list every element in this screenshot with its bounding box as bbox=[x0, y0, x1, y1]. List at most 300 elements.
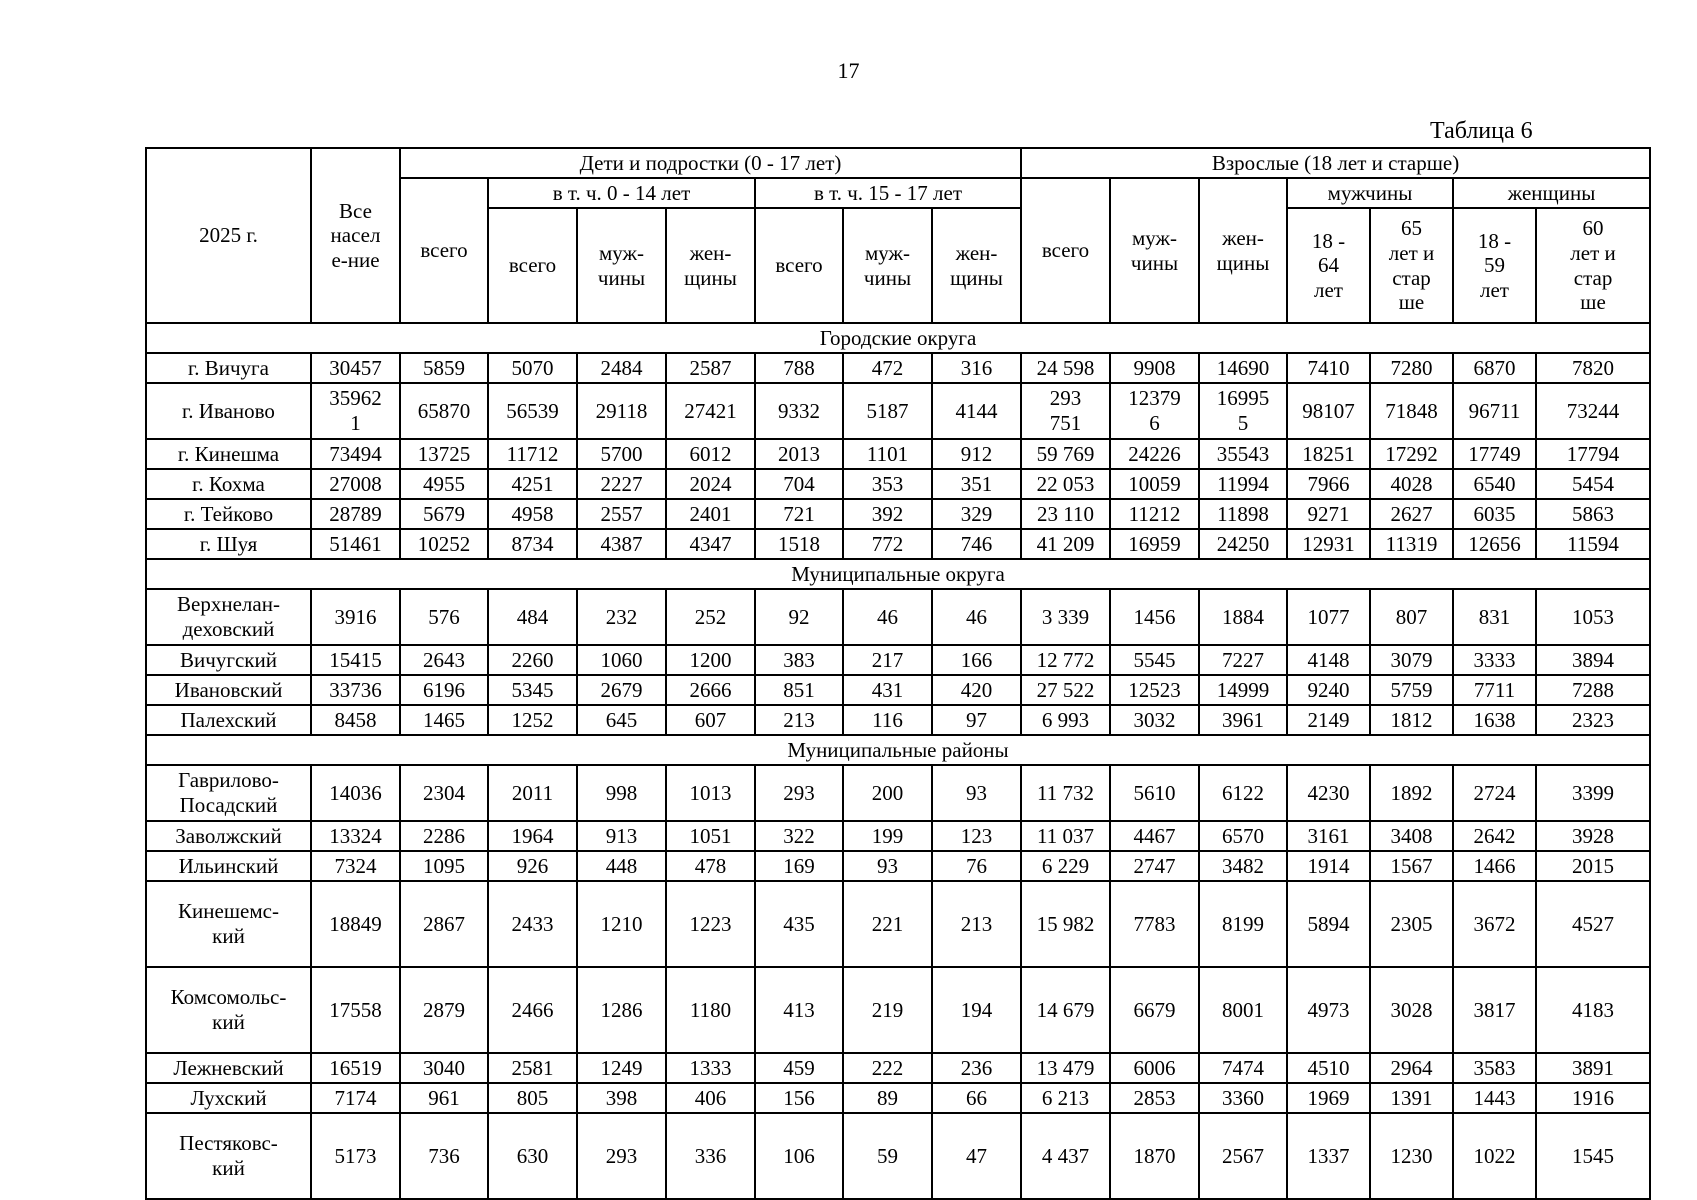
value-cell: 2260 bbox=[488, 645, 577, 675]
value-cell bbox=[311, 383, 400, 439]
value-cell: 431 bbox=[843, 675, 932, 705]
value-cell: 8001 bbox=[1199, 967, 1287, 1053]
value-cell: 213 bbox=[932, 881, 1021, 967]
value-cell: 5894 bbox=[1287, 881, 1370, 967]
header-women-group: женщины bbox=[1453, 178, 1650, 208]
value-cell bbox=[1110, 383, 1199, 439]
value-cell: 98107 bbox=[1287, 383, 1370, 439]
value-cell: 5759 bbox=[1370, 675, 1453, 705]
value-cell: 912 bbox=[932, 439, 1021, 469]
value-cell: 8199 bbox=[1199, 881, 1287, 967]
text-line: чины bbox=[1130, 250, 1179, 275]
value-cell: 6035 bbox=[1453, 499, 1536, 529]
value-cell: 4387 bbox=[577, 529, 666, 559]
table-row bbox=[146, 529, 1650, 559]
value-cell: 166 bbox=[932, 645, 1021, 675]
value-cell: 6540 bbox=[1453, 469, 1536, 499]
value-cell: 76 bbox=[932, 851, 1021, 881]
value-cell: 607 bbox=[666, 705, 755, 735]
value-cell: 1884 bbox=[1199, 589, 1287, 645]
value-cell: 3 339 bbox=[1021, 589, 1110, 645]
value-cell: 15 982 bbox=[1021, 881, 1110, 967]
table-row bbox=[146, 821, 1650, 851]
value-cell: 293 bbox=[577, 1113, 666, 1199]
value-cell: 252 bbox=[666, 589, 755, 645]
value-cell: 5345 bbox=[488, 675, 577, 705]
value-cell: 576 bbox=[400, 589, 488, 645]
value-cell: 1022 bbox=[1453, 1113, 1536, 1199]
value-cell: 10252 bbox=[400, 529, 488, 559]
row-name: г. Кинешма bbox=[146, 439, 311, 469]
value-cell: 16519 bbox=[311, 1053, 400, 1083]
text-line: 60 bbox=[1582, 216, 1604, 241]
header-children-group: Дети и подростки (0 - 17 лет) bbox=[400, 148, 1021, 178]
value-cell: 913 bbox=[577, 821, 666, 851]
value-cell: 12523 bbox=[1110, 675, 1199, 705]
header-women-60-plus bbox=[1536, 208, 1650, 323]
text-line: Посадский bbox=[179, 793, 278, 817]
value-cell: 9240 bbox=[1287, 675, 1370, 705]
value-cell: 2013 bbox=[755, 439, 843, 469]
value-cell: 7288 bbox=[1536, 675, 1650, 705]
header-men-18-64 bbox=[1287, 208, 1370, 323]
value-cell: 2557 bbox=[577, 499, 666, 529]
value-cell: 3817 bbox=[1453, 967, 1536, 1053]
value-cell: 3360 bbox=[1199, 1083, 1287, 1113]
row-name bbox=[146, 967, 311, 1053]
row-name: Заволжский bbox=[146, 821, 311, 851]
value-cell: 3333 bbox=[1453, 645, 1536, 675]
header-year: 2025 г. bbox=[146, 148, 311, 323]
value-cell: 2853 bbox=[1110, 1083, 1199, 1113]
value-cell: 2867 bbox=[400, 881, 488, 967]
value-cell: 2286 bbox=[400, 821, 488, 851]
text-line: чины bbox=[597, 265, 646, 290]
value-cell: 7227 bbox=[1199, 645, 1287, 675]
value-cell: 16959 bbox=[1110, 529, 1199, 559]
value-cell: 6 229 bbox=[1021, 851, 1110, 881]
value-cell: 1518 bbox=[755, 529, 843, 559]
value-cell bbox=[1021, 383, 1110, 439]
text-line: жен- bbox=[955, 240, 998, 265]
value-cell: 17292 bbox=[1370, 439, 1453, 469]
value-cell: 41 209 bbox=[1021, 529, 1110, 559]
value-cell: 11594 bbox=[1536, 529, 1650, 559]
value-cell: 6870 bbox=[1453, 353, 1536, 383]
row-name: г. Кохма bbox=[146, 469, 311, 499]
value-cell: 3583 bbox=[1453, 1053, 1536, 1083]
table-row bbox=[146, 675, 1650, 705]
value-cell: 2724 bbox=[1453, 765, 1536, 821]
value-cell: 27421 bbox=[666, 383, 755, 439]
value-cell: 27 522 bbox=[1021, 675, 1110, 705]
value-cell: 24 598 bbox=[1021, 353, 1110, 383]
table-row bbox=[146, 881, 1650, 967]
value-cell: 4144 bbox=[932, 383, 1021, 439]
value-cell: 1249 bbox=[577, 1053, 666, 1083]
value-cell: 4955 bbox=[400, 469, 488, 499]
table-row bbox=[146, 705, 1650, 735]
value-cell: 3894 bbox=[1536, 645, 1650, 675]
value-cell: 6006 bbox=[1110, 1053, 1199, 1083]
value-cell: 6196 bbox=[400, 675, 488, 705]
header-men-group: мужчины bbox=[1287, 178, 1453, 208]
value-cell: 1466 bbox=[1453, 851, 1536, 881]
value-cell: 11898 bbox=[1199, 499, 1287, 529]
value-cell: 2679 bbox=[577, 675, 666, 705]
value-cell: 1180 bbox=[666, 967, 755, 1053]
value-cell: 156 bbox=[755, 1083, 843, 1113]
value-cell: 2879 bbox=[400, 967, 488, 1053]
text-line: муж- bbox=[1131, 225, 1177, 250]
row-name: Ивановский bbox=[146, 675, 311, 705]
value-cell: 3040 bbox=[400, 1053, 488, 1083]
value-cell: 18251 bbox=[1287, 439, 1370, 469]
text-line: щины bbox=[1216, 250, 1270, 275]
value-cell: 1465 bbox=[400, 705, 488, 735]
value-cell: 30457 bbox=[311, 353, 400, 383]
value-cell: 123 bbox=[932, 821, 1021, 851]
value-cell: 721 bbox=[755, 499, 843, 529]
value-cell: 12 772 bbox=[1021, 645, 1110, 675]
value-cell: 13324 bbox=[311, 821, 400, 851]
header-0-14-total: всего bbox=[488, 208, 577, 323]
table-row bbox=[146, 589, 1650, 645]
text-line: щины bbox=[950, 265, 1003, 290]
value-cell: 11 732 bbox=[1021, 765, 1110, 821]
value-cell: 1210 bbox=[577, 881, 666, 967]
text-line: Гаврилово- bbox=[178, 768, 279, 793]
value-cell: 831 bbox=[1453, 589, 1536, 645]
value-cell: 56539 bbox=[488, 383, 577, 439]
row-name: Ильинский bbox=[146, 851, 311, 881]
value-cell: 2015 bbox=[1536, 851, 1650, 881]
value-cell: 316 bbox=[932, 353, 1021, 383]
value-cell: 236 bbox=[932, 1053, 1021, 1083]
value-cell: 7324 bbox=[311, 851, 400, 881]
value-cell: 3408 bbox=[1370, 821, 1453, 851]
value-cell: 17749 bbox=[1453, 439, 1536, 469]
value-cell: 1333 bbox=[666, 1053, 755, 1083]
row-name: г. Вичуга bbox=[146, 353, 311, 383]
value-cell: 2627 bbox=[1370, 499, 1453, 529]
value-cell: 2149 bbox=[1287, 705, 1370, 735]
value-cell: 1200 bbox=[666, 645, 755, 675]
value-cell: 29118 bbox=[577, 383, 666, 439]
table-label: Таблица 6 bbox=[1430, 118, 1533, 144]
value-cell: 1286 bbox=[577, 967, 666, 1053]
value-cell: 2643 bbox=[400, 645, 488, 675]
value-cell: 9332 bbox=[755, 383, 843, 439]
value-cell: 2011 bbox=[488, 765, 577, 821]
text-line: 16995 bbox=[1216, 386, 1270, 411]
value-cell: 336 bbox=[666, 1113, 755, 1199]
text-line: лет bbox=[1480, 277, 1509, 302]
value-cell: 73244 bbox=[1536, 383, 1650, 439]
value-cell: 6679 bbox=[1110, 967, 1199, 1053]
value-cell: 2581 bbox=[488, 1053, 577, 1083]
value-cell: 27008 bbox=[311, 469, 400, 499]
value-cell: 2666 bbox=[666, 675, 755, 705]
value-cell: 926 bbox=[488, 851, 577, 881]
value-cell: 5454 bbox=[1536, 469, 1650, 499]
value-cell: 7474 bbox=[1199, 1053, 1287, 1083]
value-cell: 93 bbox=[932, 765, 1021, 821]
text-line: е-ние bbox=[331, 247, 380, 272]
value-cell: 459 bbox=[755, 1053, 843, 1083]
text-line: 64 bbox=[1318, 253, 1339, 278]
value-cell: 353 bbox=[843, 469, 932, 499]
value-cell: 4251 bbox=[488, 469, 577, 499]
value-cell: 6012 bbox=[666, 439, 755, 469]
value-cell: 5610 bbox=[1110, 765, 1199, 821]
text-line: 293 bbox=[1049, 386, 1082, 411]
value-cell: 1914 bbox=[1287, 851, 1370, 881]
value-cell: 7783 bbox=[1110, 881, 1199, 967]
value-cell: 97 bbox=[932, 705, 1021, 735]
section-row bbox=[146, 323, 1650, 353]
header-age-0-14: в т. ч. 0 - 14 лет bbox=[488, 178, 755, 208]
value-cell: 4028 bbox=[1370, 469, 1453, 499]
text-line: насел bbox=[330, 223, 381, 248]
value-cell: 66 bbox=[932, 1083, 1021, 1113]
value-cell: 1812 bbox=[1370, 705, 1453, 735]
value-cell: 2024 bbox=[666, 469, 755, 499]
value-cell: 1545 bbox=[1536, 1113, 1650, 1199]
value-cell: 4 437 bbox=[1021, 1113, 1110, 1199]
text-line: 5 bbox=[1237, 411, 1249, 435]
value-cell: 1051 bbox=[666, 821, 755, 851]
value-cell: 46 bbox=[932, 589, 1021, 645]
value-cell: 15415 bbox=[311, 645, 400, 675]
value-cell: 420 bbox=[932, 675, 1021, 705]
value-cell: 1252 bbox=[488, 705, 577, 735]
value-cell: 2401 bbox=[666, 499, 755, 529]
value-cell: 2964 bbox=[1370, 1053, 1453, 1083]
text-line: кий bbox=[212, 924, 245, 948]
value-cell: 24226 bbox=[1110, 439, 1199, 469]
text-line: ше bbox=[1398, 290, 1425, 315]
value-cell: 4958 bbox=[488, 499, 577, 529]
text-line: кий bbox=[212, 1010, 245, 1034]
value-cell: 1391 bbox=[1370, 1083, 1453, 1113]
text-line: 35962 bbox=[329, 386, 382, 411]
value-cell: 232 bbox=[577, 589, 666, 645]
value-cell: 5070 bbox=[488, 353, 577, 383]
row-name: Лежневский bbox=[146, 1053, 311, 1083]
value-cell: 1095 bbox=[400, 851, 488, 881]
value-cell: 1916 bbox=[1536, 1083, 1650, 1113]
value-cell: 2433 bbox=[488, 881, 577, 967]
text-line: ше bbox=[1580, 290, 1606, 315]
table-header bbox=[146, 148, 1650, 323]
value-cell: 22 053 bbox=[1021, 469, 1110, 499]
value-cell: 17794 bbox=[1536, 439, 1650, 469]
value-cell: 28789 bbox=[311, 499, 400, 529]
value-cell: 13 479 bbox=[1021, 1053, 1110, 1083]
value-cell: 14036 bbox=[311, 765, 400, 821]
text-line: стар bbox=[1573, 265, 1613, 290]
value-cell: 851 bbox=[755, 675, 843, 705]
value-cell: 65870 bbox=[400, 383, 488, 439]
value-cell: 329 bbox=[932, 499, 1021, 529]
value-cell: 1456 bbox=[1110, 589, 1199, 645]
value-cell: 11 037 bbox=[1021, 821, 1110, 851]
value-cell: 5173 bbox=[311, 1113, 400, 1199]
value-cell: 213 bbox=[755, 705, 843, 735]
value-cell: 71848 bbox=[1370, 383, 1453, 439]
header-0-14-men bbox=[577, 208, 666, 323]
value-cell: 6122 bbox=[1199, 765, 1287, 821]
population-table bbox=[145, 147, 1651, 1200]
header-adults-group: Взрослые (18 лет и старше) bbox=[1021, 148, 1650, 178]
value-cell: 221 bbox=[843, 881, 932, 967]
header-15-17-women bbox=[932, 208, 1021, 323]
value-cell: 35543 bbox=[1199, 439, 1287, 469]
value-cell: 7966 bbox=[1287, 469, 1370, 499]
value-cell: 14690 bbox=[1199, 353, 1287, 383]
value-cell: 392 bbox=[843, 499, 932, 529]
value-cell: 2642 bbox=[1453, 821, 1536, 851]
value-cell: 5700 bbox=[577, 439, 666, 469]
value-cell: 3961 bbox=[1199, 705, 1287, 735]
table-row bbox=[146, 469, 1650, 499]
header-men-65-plus bbox=[1370, 208, 1453, 323]
value-cell: 4510 bbox=[1287, 1053, 1370, 1083]
table-row bbox=[146, 439, 1650, 469]
value-cell: 472 bbox=[843, 353, 932, 383]
value-cell: 1870 bbox=[1110, 1113, 1199, 1199]
text-line: жен- bbox=[689, 240, 732, 265]
value-cell: 169 bbox=[755, 851, 843, 881]
value-cell: 1223 bbox=[666, 881, 755, 967]
value-cell: 9908 bbox=[1110, 353, 1199, 383]
value-cell: 4183 bbox=[1536, 967, 1650, 1053]
text-line: 12379 bbox=[1128, 386, 1181, 411]
value-cell: 807 bbox=[1370, 589, 1453, 645]
header-adults-men bbox=[1110, 178, 1199, 323]
text-line: муж- bbox=[864, 240, 910, 265]
value-cell: 47 bbox=[932, 1113, 1021, 1199]
value-cell: 33736 bbox=[311, 675, 400, 705]
value-cell: 2466 bbox=[488, 967, 577, 1053]
value-cell: 106 bbox=[755, 1113, 843, 1199]
value-cell: 413 bbox=[755, 967, 843, 1053]
value-cell: 10059 bbox=[1110, 469, 1199, 499]
value-cell: 5859 bbox=[400, 353, 488, 383]
value-cell: 704 bbox=[755, 469, 843, 499]
value-cell: 398 bbox=[577, 1083, 666, 1113]
row-name: г. Иваново bbox=[146, 383, 311, 439]
value-cell: 89 bbox=[843, 1083, 932, 1113]
value-cell bbox=[1199, 383, 1287, 439]
value-cell: 2587 bbox=[666, 353, 755, 383]
value-cell: 11319 bbox=[1370, 529, 1453, 559]
value-cell: 8734 bbox=[488, 529, 577, 559]
value-cell: 1053 bbox=[1536, 589, 1650, 645]
value-cell: 3161 bbox=[1287, 821, 1370, 851]
value-cell: 92 bbox=[755, 589, 843, 645]
row-name: г. Шуя bbox=[146, 529, 311, 559]
value-cell: 7280 bbox=[1370, 353, 1453, 383]
text-line: 6 bbox=[1149, 411, 1160, 435]
value-cell: 93 bbox=[843, 851, 932, 881]
value-cell: 630 bbox=[488, 1113, 577, 1199]
value-cell: 1969 bbox=[1287, 1083, 1370, 1113]
value-cell: 194 bbox=[932, 967, 1021, 1053]
section-row bbox=[146, 735, 1650, 765]
value-cell: 2484 bbox=[577, 353, 666, 383]
value-cell: 11712 bbox=[488, 439, 577, 469]
value-cell: 6 993 bbox=[1021, 705, 1110, 735]
value-cell: 23 110 bbox=[1021, 499, 1110, 529]
value-cell: 59 769 bbox=[1021, 439, 1110, 469]
row-name: Палехский bbox=[146, 705, 311, 735]
text-line: 1 bbox=[350, 411, 361, 435]
value-cell: 3028 bbox=[1370, 967, 1453, 1053]
row-name: Вичугский bbox=[146, 645, 311, 675]
page-number: 17 bbox=[837, 58, 860, 83]
header-age-15-17: в т. ч. 15 - 17 лет bbox=[755, 178, 1021, 208]
value-cell: 961 bbox=[400, 1083, 488, 1113]
header-15-17-men bbox=[843, 208, 932, 323]
value-cell: 4973 bbox=[1287, 967, 1370, 1053]
value-cell: 2305 bbox=[1370, 881, 1453, 967]
text-line: муж- bbox=[598, 240, 644, 265]
value-cell: 200 bbox=[843, 765, 932, 821]
row-name: Лухский bbox=[146, 1083, 311, 1113]
value-cell: 2323 bbox=[1536, 705, 1650, 735]
row-name bbox=[146, 1113, 311, 1199]
value-cell: 293 bbox=[755, 765, 843, 821]
value-cell: 435 bbox=[755, 881, 843, 967]
value-cell: 4467 bbox=[1110, 821, 1199, 851]
text-line: лет bbox=[1314, 277, 1343, 302]
header-0-14-women bbox=[666, 208, 755, 323]
text-line: 18 - bbox=[1311, 228, 1346, 253]
value-cell: 199 bbox=[843, 821, 932, 851]
value-cell: 7410 bbox=[1287, 353, 1370, 383]
value-cell: 788 bbox=[755, 353, 843, 383]
text-line: Кинешемс- bbox=[178, 899, 279, 924]
value-cell: 17558 bbox=[311, 967, 400, 1053]
value-cell: 6570 bbox=[1199, 821, 1287, 851]
value-cell: 4527 bbox=[1536, 881, 1650, 967]
value-cell: 322 bbox=[755, 821, 843, 851]
value-cell: 14 679 bbox=[1021, 967, 1110, 1053]
value-cell: 9271 bbox=[1287, 499, 1370, 529]
value-cell: 116 bbox=[843, 705, 932, 735]
text-line: щины bbox=[684, 265, 737, 290]
value-cell: 1101 bbox=[843, 439, 932, 469]
table-row bbox=[146, 499, 1650, 529]
value-cell: 7711 bbox=[1453, 675, 1536, 705]
value-cell: 1892 bbox=[1370, 765, 1453, 821]
value-cell: 219 bbox=[843, 967, 932, 1053]
value-cell: 1567 bbox=[1370, 851, 1453, 881]
header-adults-women bbox=[1199, 178, 1287, 323]
text-line: 59 bbox=[1484, 253, 1505, 278]
row-name bbox=[146, 589, 311, 645]
value-cell: 7820 bbox=[1536, 353, 1650, 383]
value-cell: 4230 bbox=[1287, 765, 1370, 821]
value-cell: 383 bbox=[755, 645, 843, 675]
value-cell: 736 bbox=[400, 1113, 488, 1199]
text-line: Пестяковс- bbox=[179, 1131, 278, 1156]
text-line: 751 bbox=[1049, 411, 1082, 435]
value-cell: 18849 bbox=[311, 881, 400, 967]
table-row bbox=[146, 645, 1650, 675]
